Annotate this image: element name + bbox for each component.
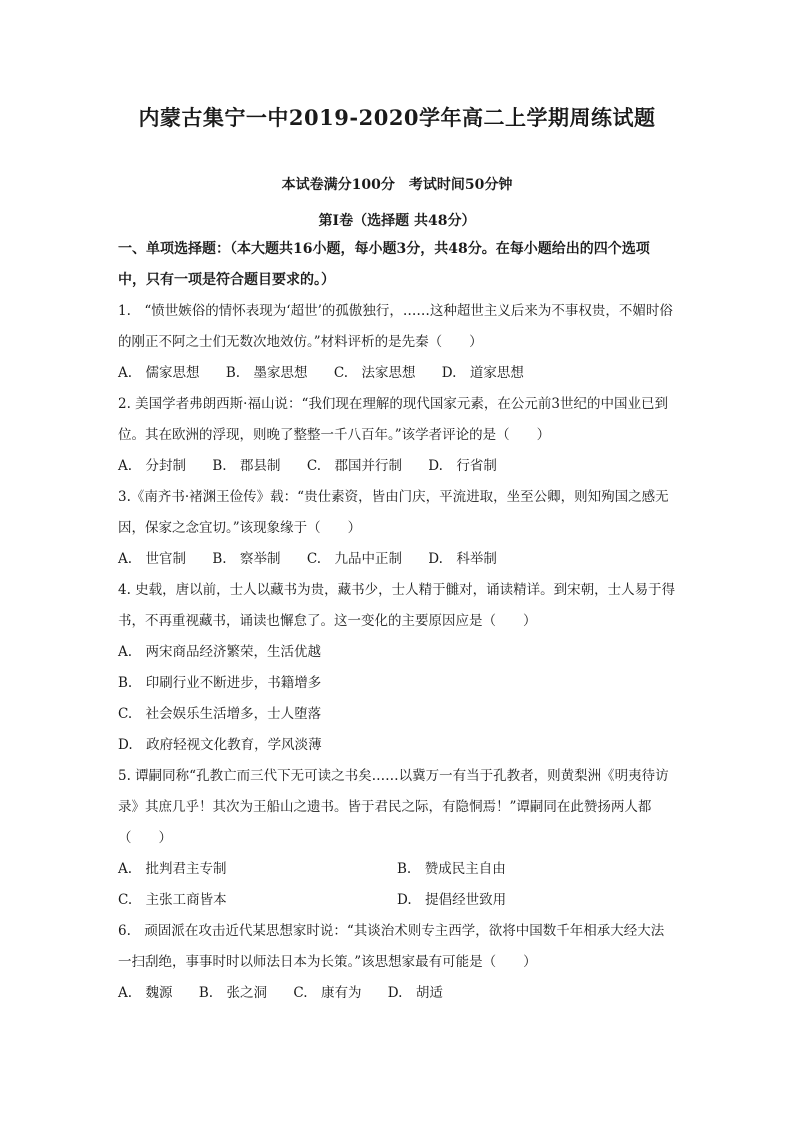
option-d: D. 胡适 bbox=[387, 985, 443, 1001]
section-instructions: 一、单项选择题：（本大题共16小题，每小题3分，共48分。在每小题给出的四个选项中，只有一项是符合题目要求的。） bbox=[118, 241, 650, 288]
option-c: C. 社会娱乐生活增多，士人堕落 bbox=[118, 706, 322, 722]
option-b: B. 墨家思想 bbox=[225, 365, 308, 381]
option-b: B. 察举制 bbox=[212, 551, 281, 567]
option-c: C. 康有为 bbox=[293, 985, 362, 1001]
option-b: B. 印刷行业不断进步，书籍增多 bbox=[118, 675, 322, 691]
exam-title: 内蒙古集宁一中2019-2020学年高二上学期周练试题 bbox=[138, 105, 656, 130]
option-c: C. 法家思想 bbox=[333, 365, 416, 381]
question-4 bbox=[118, 575, 676, 761]
option-b: B. 张之洞 bbox=[198, 985, 268, 1001]
question-stem: 3.《南齐书·褚渊王俭传》载：“贵仕素资，皆由门庆，平流进取，坐至公卿，则知殉国之感无因，保家之念宜切。”该现象缘于（ ） bbox=[118, 489, 669, 536]
question-1 bbox=[118, 296, 676, 389]
option-a: A. 世官制 bbox=[118, 551, 187, 567]
option-d: D. 科举制 bbox=[428, 551, 497, 567]
question-5 bbox=[118, 761, 676, 916]
option-c: C. 九品中正制 bbox=[306, 551, 402, 567]
option-list bbox=[118, 451, 676, 482]
question-stem: 1. “愤世嫉俗的情怀表现为‘超世’的孤傲独行，……这种超世主义后来为不事权贵，不媚时俗的刚正不阿之士们无数次地效仿。”材料评析的是先秦（ ） bbox=[118, 303, 673, 350]
option-a: A. 分封制 bbox=[118, 458, 187, 474]
option-d: D. 提倡经世致用 bbox=[397, 892, 507, 908]
option-d: D. 道家思想 bbox=[441, 365, 524, 381]
option-grid bbox=[118, 854, 676, 916]
option-d: D. 政府轻视文化教育，学风淡薄 bbox=[118, 737, 322, 753]
question-stem: 2. 美国学者弗朗西斯·福山说：“我们现在理解的现代国家元素，在公元前3世纪的中国业已到位。其在欧洲的浮现，则晚了整整一千八百年。”该学者评论的是（ ） bbox=[118, 396, 668, 443]
question-2 bbox=[118, 389, 676, 482]
question-6 bbox=[118, 916, 676, 1009]
option-c: C. 主张工商皆本 bbox=[118, 892, 227, 908]
question-stem: 4. 史载，唐以前，士人以藏书为贵，藏书少，士人精于雠对，诵读精详。到宋朝，士人易于得书，不再重视藏书，诵读也懈怠了。这一变化的主要原因应是（ ） bbox=[118, 582, 676, 629]
option-a: A. 两宋商品经济繁荣，生活优越 bbox=[118, 644, 322, 660]
option-a: A. 批判君主专制 bbox=[118, 861, 227, 877]
question-3 bbox=[118, 482, 676, 575]
option-b: B. 郡县制 bbox=[212, 458, 281, 474]
option-list bbox=[118, 978, 676, 1009]
option-a: A. 魏源 bbox=[118, 985, 173, 1001]
question-stem: 6. 顽固派在攻击近代某思想家时说：“其谈治术则专主西学，欲将中国数千年相承大经大法一扫刮绝，事事时时以师法日本为长策。”该思想家最有可能是（ ） bbox=[118, 923, 665, 970]
option-b: B. 赞成民主自由 bbox=[397, 861, 506, 877]
option-a: A. 儒家思想 bbox=[118, 365, 200, 381]
option-c: C. 郡国并行制 bbox=[306, 458, 402, 474]
option-d: D. 行省制 bbox=[428, 458, 497, 474]
option-list bbox=[118, 544, 676, 575]
option-list bbox=[118, 358, 676, 389]
question-stem: 5. 谭嗣同称“孔教亡而三代下无可读之书矣……以冀万一有当于孔教者，则黄梨洲《明夷待访录》其庶几乎！其次为王船山之遗书。皆于君民之际，有隐恫焉！”谭嗣同在此赞扬两人都（ ） bbox=[118, 768, 669, 846]
exam-subtitle: 本试卷满分100分 考试时间50分钟 bbox=[281, 177, 513, 193]
section-heading: 第Ⅰ卷（选择题 共48分） bbox=[318, 213, 476, 229]
